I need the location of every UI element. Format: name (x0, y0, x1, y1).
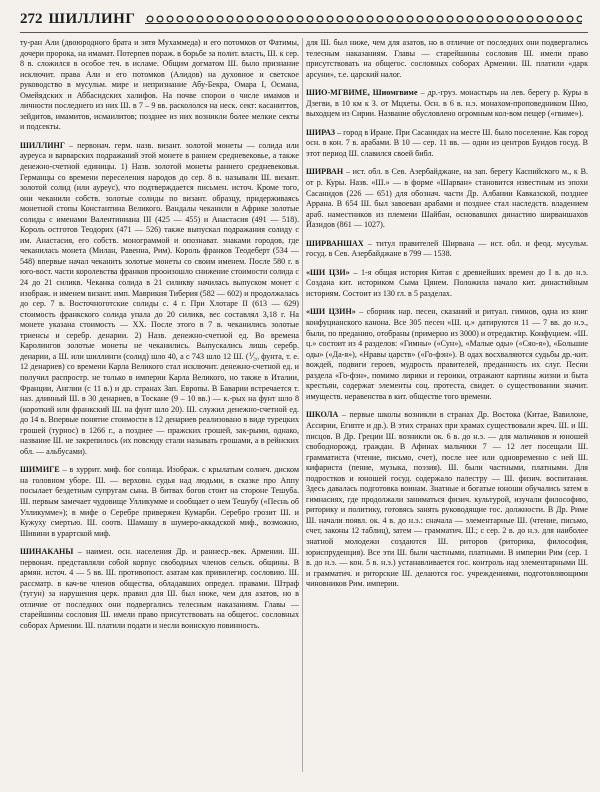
page-number: 272 (20, 10, 43, 27)
entry (306, 128, 588, 160)
entry-text: – первые школы возникли в странах Др. Востока (Китае, Вавилоне, Ассирии, Египте и др.). В этих странах при храмах существовали жреч. Ш. и Ш. писцов. В Др. Греции Ш. возникли ок. 6 в. до н.э. — для мальчиков и юношей свободнорожд. граждан. В Афинах мальчики 7 — 12 лет посещали Ш. грамматиста (чтение, письмо, счет), после нее или одновременно с ней Ш. кифариста (пение, музыка, поэзия). Ш. были частными, платными. Для подростков и юношей госуд. содержало палестру — Ш. физич. воспитания. Здесь давалась подготовка воинам. Знатные и богатые юноши обучались затем в гимнасиях, где продолжали заниматься физич. культурой, изучали философию, риторику и политику, готовясь занять руководящие гос. должности. В Др. Риме Ш. начали появл. ок. 4 в. до н.э.: сначала — элементарные Ш. (чтение, письмо, счет, законы 12 таблиц), затем — грамматич. Ш.; с сер. 2 в. до н.э. для наиболее знатной молодежи создаются Ш. риторов (риторика, философия, юриспруденция). Все эти Ш. были частными, платными. В империи Рим (сер. 1 в. до н.э. — кон. 5 в. н.э.) устанавливается гос. контроль над элементарными Ш. и грамматич. и риторские Ш. делаются гос. учреждениями, подготовляющими чиновников Рим. империи. (306, 410, 588, 589)
running-head: ШИЛЛИНГ (48, 10, 136, 27)
column-divider (302, 38, 303, 772)
entry-text: – ист. обл. в Сев. Азербайджане, на зап. берегу Каспийского м., к В. от р. Куры. Назв. «Ш.» — в форме «Шарван» становится известным из эпохи Сасанидов (226 — 651) для обознач. части Др. Албании Кавказской, позднее Аррана. В 654 Ш. был завоеван арабами и позднее стал наследств. владением араб. наместников из племени Шайбан, основавших династию ширваншахов Йазидов (861 — 1027). (306, 167, 588, 230)
entry-text: для Ш. был ниже, чем для азатов, но в отличие от последних они подвергались телесным наказаниям. Главы — старейшины сословия Ш. имели право присутствовать на общегос. сословных соборах Армении. Ш. платили «дарк арсуни», т.е. царский налог. (306, 38, 588, 79)
entry-headword: ШИМИГЕ (20, 465, 60, 475)
entry (306, 239, 588, 260)
entry-headword: ШИРАЗ (306, 127, 336, 137)
header-ornament (145, 14, 582, 24)
entry-text: – др.-груз. монастырь на лев. берегу р. Куры в Дзегви, в 10 км к З. от Мцхеты. Осн. в 6 в. н.э. монахом-проповедником Шио, выходцем из Сирии. Название обусловлено огромным кол-вом пещер («гвиме»). (306, 88, 588, 119)
entry (306, 38, 588, 80)
entry (20, 141, 299, 457)
right-column (306, 38, 588, 772)
entry-headword: ШИРВАН (306, 167, 344, 177)
entry-text: – 1-я общая история Китая с древнейших времен до I в. до н.э. Создана кит. историком Сыма Цянем. Положила начало кит. династийным историям. Состоит из 130 гл. в 5 разделах. (306, 267, 588, 298)
entry (20, 38, 299, 133)
entry (306, 307, 588, 402)
entry (306, 88, 588, 120)
entry-text: – первонач. герм. назв. визант. золотой монеты — солида или ауреуса и варварских подражаний этой монете в раннем средневековье, а также денежно-счетной единицы. 1) Назв. золотой монеты раннего средневековья. Германцы со времени переселения народов до сер. 8 в. называли Ш. визант. золотой солид (или ауреус), что подтверждается письмен. источ. Кроме того, они чеканили собств. золотые солиды по визант. образцу, придерживаясь монетной стопы Константина Великого. Вандалы чеканили в Африке золотые солиды с именами Валентиниана III (425 — 455) и Анастасия (491 — 518). Король остготов Теодорих (471 — 526) также выпускал подражания солиду с им. Анастасия, его собств. монограммой и опознават. знаками городов, где чеканилась монета (Милан, Равенна, Рим). Король франков Теодеберт (534 — 548) впервые начал чеканить золотые монеты со своим именем. После 580 г. в юго-вост. части королевства франков прооизошло снижение стоимости солида с 24 до 21 силикв. Чеканка солида в 21 силикву начилась выпуском монет с изображ. и именем визант. имп. Маврикия Тиберия (582 — 602) и продолжалась до сер. 7 в. Восточноготские солиды с. 4 г. При Хлотаре II (613 — 629) стоимость франкского солида упала до 20 силикв, вес составлял 3,18 г. На монете указана стоимость — XX. После этого в 7 в. чеканились золотые триенсы и серебр. денарии. 2) Назв. денежно-счетной ед. Во времена Каролингов золотые монеты не чеканились. Выпускались лишь серебр. денарии, а Ш. или шиллинги (солид) шло 40, а с 743 шло 12 Ш. (⅟₂₀ фунта, т. е. 12 денариев) со времени Карла Великого стал исключит. денежно-счетной ед. и получил распростр. не только в империи Карла Великого, но также в Италии, Франции, Англии (с 11 в.) и др. странах Зап. Европы. В Баварии встречается т. наз. длинный Ш. в 30 денариев, в Тоскане (9 – 10 вв.) — к.-рых на фунт шло 8 (короткий или франкский Ш. на фунт шло 20). Ш. служил денежно-счетной ед. до 14 в. Впервые понятие стоимости в 12 денариев реализовано в виде турецких грошей (турнос) в 1266 г., а позднее — пражских грошей, зак-рыми, однако, название Ш. не закрепилось (их повсюду стали называть грошами, а в рейнских обл. — альбусами). (20, 140, 299, 456)
entry (306, 410, 588, 589)
page-header (20, 8, 588, 30)
entry-text: – город в Иране. При Сасанидах на месте Ш. было поселение. Как город осн. в кон. 7 в. арабами. В 10 — сер. 11 вв. — одни из центров Буидов госуд. В этот период Ш. славился своей библ. (306, 127, 588, 158)
entry (20, 465, 299, 539)
entry-headword: ШИНАКАНЫ (20, 547, 74, 557)
entry-headword: ШИЛЛИНГ (20, 140, 65, 150)
entry (306, 167, 588, 230)
entry (306, 268, 588, 300)
header-rule (20, 32, 588, 33)
entry-text: – титул правителей Ширвана — ист. обл. и феод. мусульм. госуд. в Сев. Азербайджане в 799 — 1538. (306, 238, 588, 259)
entry-text: ту-ран Али (двоюродного брата и зятя Мухаммеда) и его потомков от Фатимы, дочери пророка, на имамат. Потерпев пораж. в борьбе за полит. власть, Ш. к сер. 8 в. сложился в особое теч. в исламе. Общим догматом Ш. было признание исключит. права Али и его потомков (Алидов) на духовное и светское руководство в мусульм. мире и непризнание Абу-Бекра, Омара I, Османа, Омейядских и Аббасидских халифов. На почве спорои о числе имамов и личности последнего из них Ш. в 7 – 9 вв. раскололся на неск. сект: касаниттов, зейдитов, имамитов, исмаилитов; позднее из них возникли более мелкие секты и подсекты. (20, 38, 299, 132)
entry-headword: «ШИ ЦЗИ» (306, 267, 350, 277)
entry-headword: ШИО-МГВИМЕ, Шиомгвиме (306, 88, 418, 98)
entry-text: – наимен. осн. населения Др. и раннеср.-век. Армении. Ш. первонач. представляли собой корпус свободных членов сельск. общины. В армян. источ. 4 — 5 вв. Ш. противопост. азатам как привилегир. сословию. Ш. рассматр. в кач-ве членов общества, обладавших определ. правами. Штраф (тугун) за нарушения церк. правил для Ш. был ниже, чем для азатов, но в отличие от последних они подвергались телесным наказаниям. Главы — старейшины сословия Ш. имели право присутствовать на общегос. сословных соборах Армении. Ш. платили подати и несли воинскую повинность. (20, 547, 299, 630)
entry (20, 547, 299, 631)
left-column (20, 38, 299, 772)
entry-headword: ШКОЛА (306, 410, 339, 420)
entry-headword: ШИРВАНШАХ (306, 238, 364, 248)
entry-headword: «ШИ ЦЗИН» (306, 307, 356, 317)
entry-text: – сборник нар. песен, сказаний и ритуал. гимнов, одна из книг конфуцианского канона. Все 305 песен «Ш. ц.» датируются 11 — 7 вв. до н.э., были, по преданию, отобраны (примерно из 3000) и отредактир. Конфуцием. «Ш. ц.» состоит из 4 разделов: «Гимны» («Сун»), «Малые оды» («Сяо-я»), «Большие оды» («Да-я»), «Нравы царств» («Го-фэн»). В одах восхваляются судьбы др.-кит. вождей, подвиги героев, мудрость правителей, преданность их слуг. Песни раздела «Го-фэн», помимо лирики и героики, отражают картины жизни и быта крестьян, содержат элементы соц. протеста, свидет. о существовании значит. имуществ. неравенства в кит. обществе того времени. (306, 307, 588, 401)
entry-text: – в хуррит. миф. бог солнца. Изображ. с крылатым солнеч. диском на головном уборе. Ш. — верховн. судья над людьми, в сказке про Аппу посылает бездетным супругам сына. В битвах богов стоит на стороне Тешуба. Ш. первым замечает чудовище Улликумме и сообщает о нем Тешубу («Песнь об Улликумме»); в мифе о Серебре привержен Кумарби. Серебро грозит Ш. и Кужуху смертью. Ш. соотв. Шамашу в шумеро-аккадской миф., возможно, Шивини в урартской миф. (20, 465, 299, 538)
